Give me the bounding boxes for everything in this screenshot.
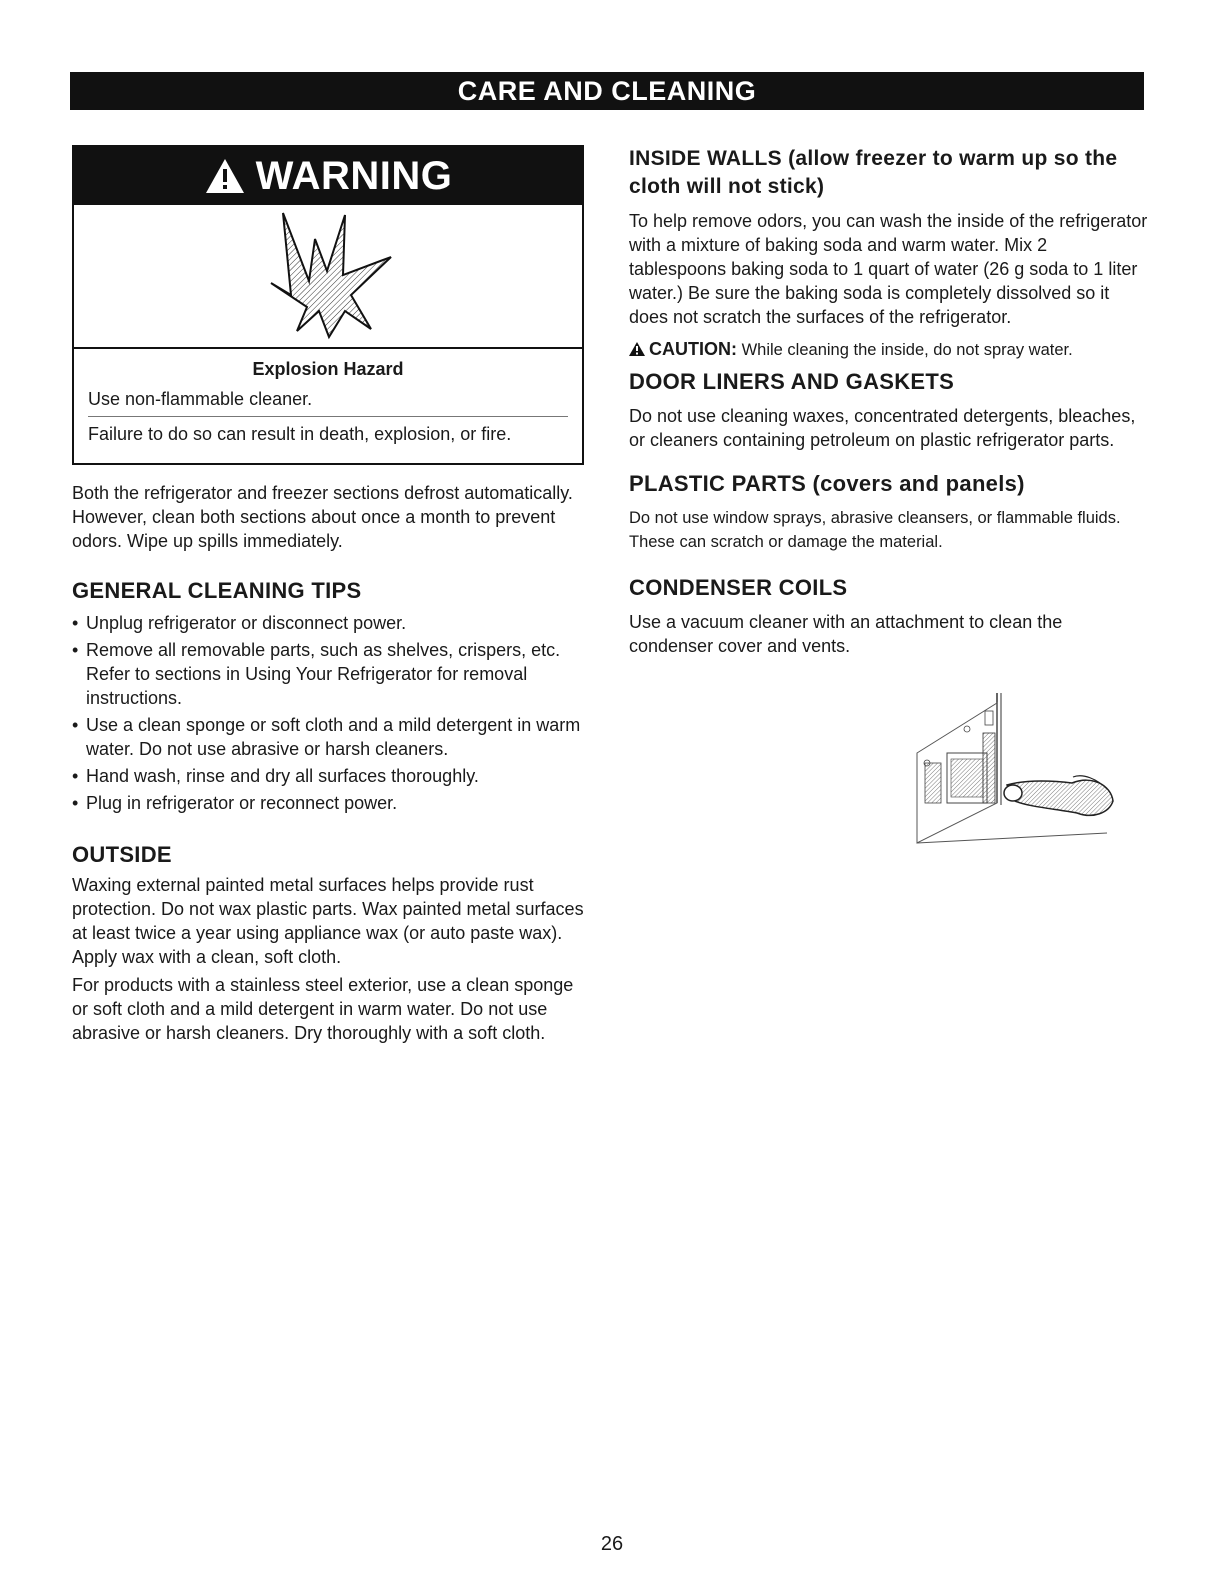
list-item: • Remove all removable parts, such as shelves, crispers, etc. Refer to sections in Using Your Refrigerator for removal instructions. bbox=[72, 638, 584, 710]
outside-heading: OUTSIDE bbox=[72, 842, 172, 867]
list-item: • Plug in refrigerator or reconnect power. bbox=[72, 791, 584, 815]
plastic-parts-heading: PLASTIC PARTS (covers and panels) bbox=[629, 471, 1025, 496]
hazard-title: Explosion Hazard bbox=[252, 359, 404, 379]
warning-line: Failure to do so can result in death, explosion, or fire. bbox=[88, 416, 568, 451]
plastic-parts-paragraph: Do not use window sprays, abrasive cleansers, or flammable fluids. These can scratch or damage the material. bbox=[629, 509, 1121, 551]
condenser-heading: CONDENSER COILS bbox=[629, 575, 848, 600]
door-liners-heading: DOOR LINERS AND GASKETS bbox=[629, 369, 955, 394]
door-liners-paragraph: Do not use cleaning waxes, concentrated detergents, bleaches, or cleaners containing petroleum on plastic refrigerator parts. bbox=[629, 406, 1136, 450]
inside-walls-heading: INSIDE WALLS (allow freezer to warm up so the cloth will not stick) bbox=[629, 147, 1118, 198]
caution-note bbox=[629, 337, 1149, 362]
left-column bbox=[72, 145, 584, 1045]
outside-paragraph: For products with a stainless steel exterior, use a clean sponge or soft cloth and a mild detergent in warm water. Do not use abrasive or harsh cleaners. Dry thoroughly with a soft cloth. bbox=[72, 975, 574, 1043]
caution-label: CAUTION: bbox=[649, 339, 737, 359]
list-item: • Unplug refrigerator or disconnect power. bbox=[72, 611, 584, 635]
warning-body bbox=[74, 349, 582, 463]
right-column bbox=[629, 145, 1149, 658]
page-title: CARE AND CLEANING bbox=[70, 72, 1144, 110]
list-item: • Use a clean sponge or soft cloth and a mild detergent in warm water. Do not use abrasive or harsh cleaners. bbox=[72, 713, 584, 761]
warning-header bbox=[74, 147, 582, 205]
warning-box bbox=[72, 145, 584, 465]
warning-label: WARNING bbox=[255, 153, 453, 198]
caution-text: While cleaning the inside, do not spray water. bbox=[741, 341, 1073, 359]
vacuum-condenser-illustration bbox=[897, 693, 1117, 853]
warning-triangle-icon bbox=[204, 157, 246, 195]
outside-paragraph: Waxing external painted metal surfaces helps provide rust protection. Do not wax plastic parts. Wax painted metal surfaces at least twice a year using appliance wax (or auto paste wax). Apply wax with a clean, soft cloth. bbox=[72, 875, 584, 967]
page-number: 26 bbox=[600, 1533, 624, 1555]
intro-paragraph: Both the refrigerator and freezer sections defrost automatically. However, clean both sections about once a month to prevent odors. Wipe up spills immediately. bbox=[72, 483, 573, 551]
general-tips-heading: GENERAL CLEANING TIPS bbox=[72, 578, 362, 603]
explosion-icon bbox=[74, 205, 582, 349]
warning-line: Use non-flammable cleaner. bbox=[88, 389, 313, 409]
list-item: • Hand wash, rinse and dry all surfaces thoroughly. bbox=[72, 764, 584, 788]
general-tips-list bbox=[72, 611, 584, 815]
inside-walls-paragraph: To help remove odors, you can wash the inside of the refrigerator with a mixture of baking soda and warm water. Mix 2 tablespoons baking soda to 1 quart of water (26 g soda to 1 liter water.) Be sure the baking soda is completely dissolved so it does not scratch the surfaces of the refrigerator. bbox=[629, 211, 1148, 327]
caution-triangle-icon bbox=[629, 342, 645, 356]
condenser-paragraph: Use a vacuum cleaner with an attachment to clean the condenser cover and vents. bbox=[629, 612, 1063, 656]
